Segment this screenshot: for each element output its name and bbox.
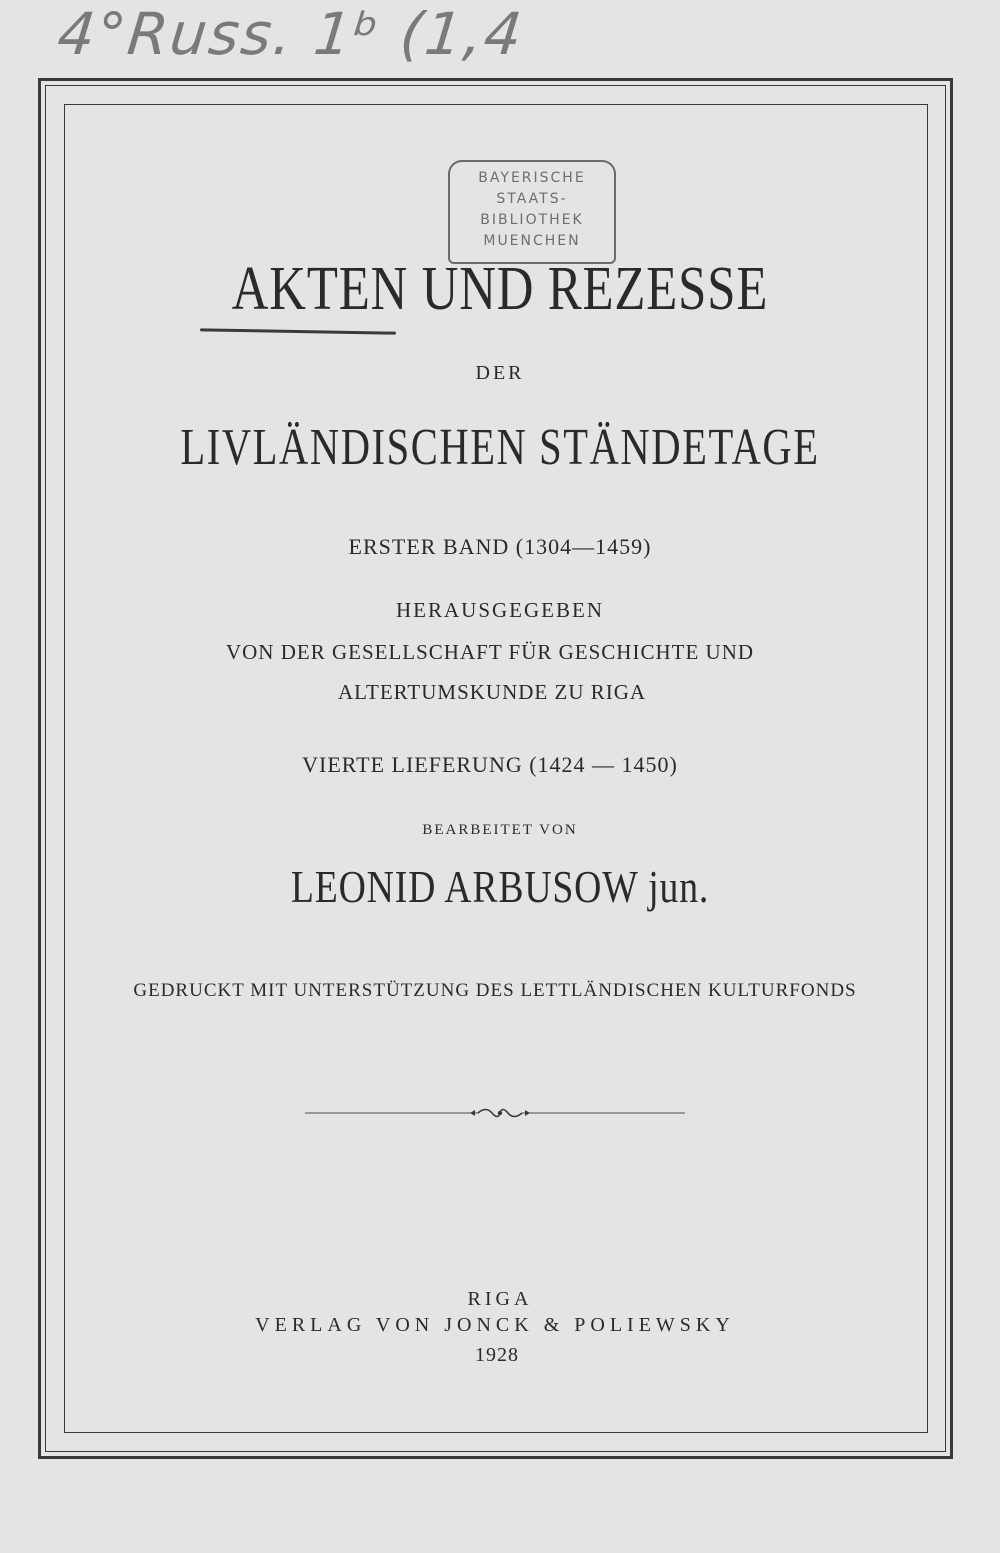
- edited-by-label: BEARBEITET VON: [422, 822, 578, 838]
- author-name: LEONID ARBUSOW jun.: [290, 861, 710, 912]
- stamp-line: STAATS-: [496, 191, 568, 207]
- imprint-city: RIGA: [467, 1288, 533, 1310]
- stamp-line: BAYERISCHE: [478, 170, 586, 186]
- book-subtitle: LIVLÄNDISCHEN STÄNDETAGE: [180, 419, 820, 476]
- library-stamp: [448, 160, 616, 264]
- ornament-divider: [0, 1103, 1000, 1123]
- volume-line: ERSTER BAND (1304—1459): [348, 534, 652, 559]
- title-connector: DER: [475, 362, 525, 384]
- handwritten-shelfmark: 4°Russ. 1ᵇ (1,4: [54, 0, 527, 68]
- imprint-year: 1928: [475, 1344, 519, 1366]
- support-note: GEDRUCKT MIT UNTERSTÜTZUNG DES LETTLÄNDISCHEN KULTURFONDS: [133, 980, 857, 1001]
- editor-line-1: HERAUSGEGEBEN: [396, 598, 604, 622]
- editor-line-3: ALTERTUMSKUNDE ZU RIGA: [337, 680, 647, 704]
- imprint-publisher: VERLAG VON JONCK & POLIEWSKY: [255, 1314, 735, 1336]
- editor-line-2: VON DER GESELLSCHAFT FÜR GESCHICHTE UND: [225, 640, 755, 664]
- stamp-line: BIBLIOTHEK: [480, 212, 584, 228]
- part-line: VIERTE LIEFERUNG (1424 — 1450): [302, 752, 678, 777]
- book-title: AKTEN UND REZESSE: [231, 255, 769, 323]
- stamp-line: MUENCHEN: [483, 233, 581, 249]
